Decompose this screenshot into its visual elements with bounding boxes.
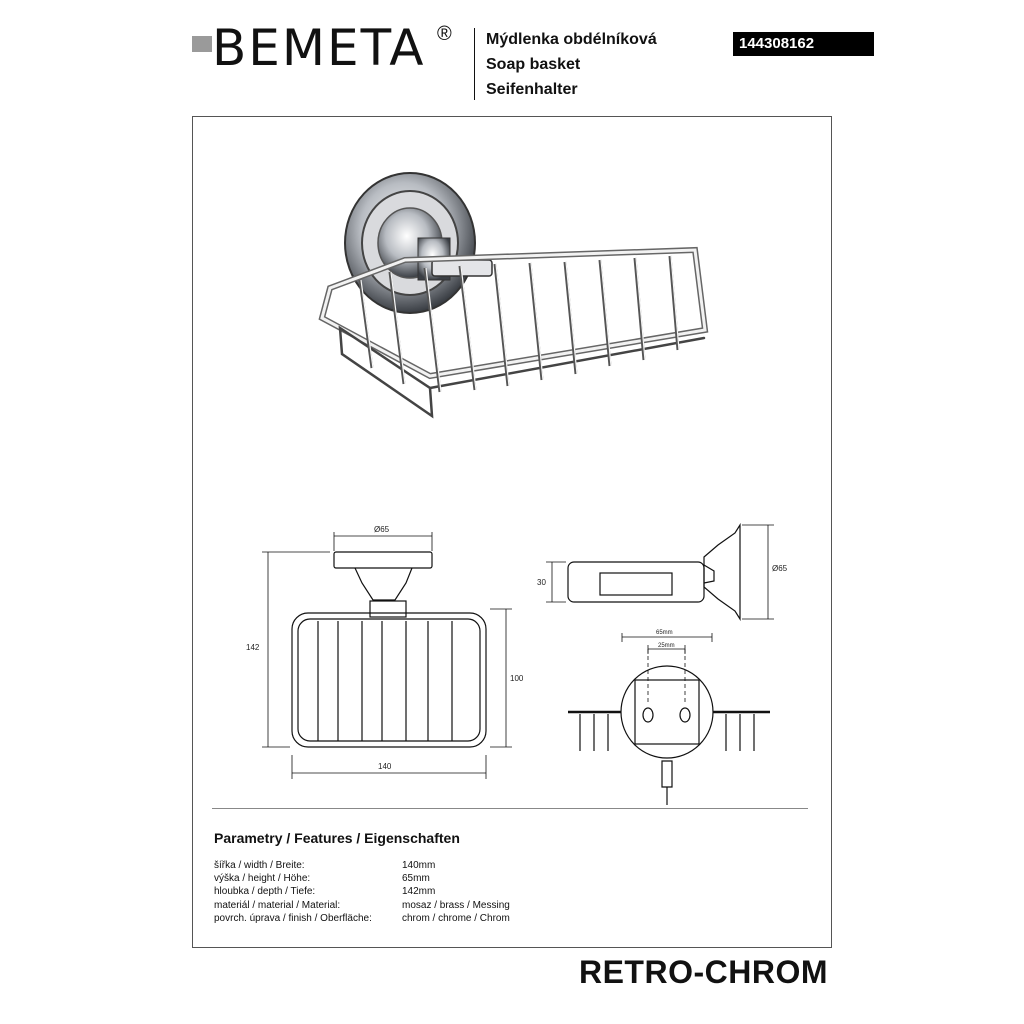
title-czech: Mýdlenka obdélníková (486, 31, 657, 48)
product-photo (300, 168, 710, 428)
param-row (214, 912, 510, 925)
param-value: 65mm (402, 873, 430, 885)
header-divider (474, 28, 475, 100)
title-english: Soap basket (486, 56, 581, 73)
side-basket (568, 562, 704, 602)
dim-side-depth: 30 (537, 578, 546, 587)
front-basket-outer (292, 613, 486, 747)
front-clamp (370, 601, 406, 617)
dim-front-diameter: Ø65 (374, 525, 390, 534)
dim-mount-outer: 65mm (656, 630, 673, 636)
mount-screw (662, 761, 672, 787)
dim-width: 140 (378, 762, 392, 771)
param-value: mosaz / brass / Messing (402, 899, 510, 911)
section-separator (212, 808, 808, 809)
params-table (214, 859, 510, 925)
logo-square (192, 36, 212, 52)
series-name: RETRO-CHROM (578, 954, 828, 990)
front-neck (355, 568, 412, 600)
param-value: 140mm (402, 860, 436, 871)
param-row (214, 872, 510, 885)
dim-mount-inner: 25mm (658, 643, 675, 649)
dim-basket-height: 100 (510, 674, 524, 683)
param-value: 142mm (402, 886, 436, 898)
param-value: chrom / chrome / Chrom (402, 912, 510, 924)
front-basket-inner (298, 619, 480, 741)
param-label: hloubka / depth / Tiefe: (214, 886, 316, 898)
param-label: šířka / width / Breite: (214, 860, 305, 871)
title-german: Seifenhalter (486, 81, 578, 98)
param-row (214, 899, 510, 912)
param-label: výška / height / Höhe: (214, 873, 311, 885)
side-rosette (704, 525, 740, 619)
params-heading: Parametry / Features / Eigenschaften (214, 830, 460, 846)
product-code: 144308162 (733, 32, 874, 56)
front-backplate (334, 552, 432, 568)
param-row (214, 885, 510, 898)
param-row (214, 859, 510, 872)
registered-mark: ® (437, 23, 452, 45)
brand-logo: BEMETA (212, 19, 426, 77)
product-titles (486, 27, 657, 102)
dim-total-height: 142 (246, 643, 260, 652)
dim-side-diameter: Ø65 (772, 564, 788, 573)
technical-drawing (230, 505, 810, 805)
param-label: materiál / material / Material: (214, 899, 341, 911)
param-label: povrch. úprava / finish / Oberfläche: (214, 912, 372, 924)
